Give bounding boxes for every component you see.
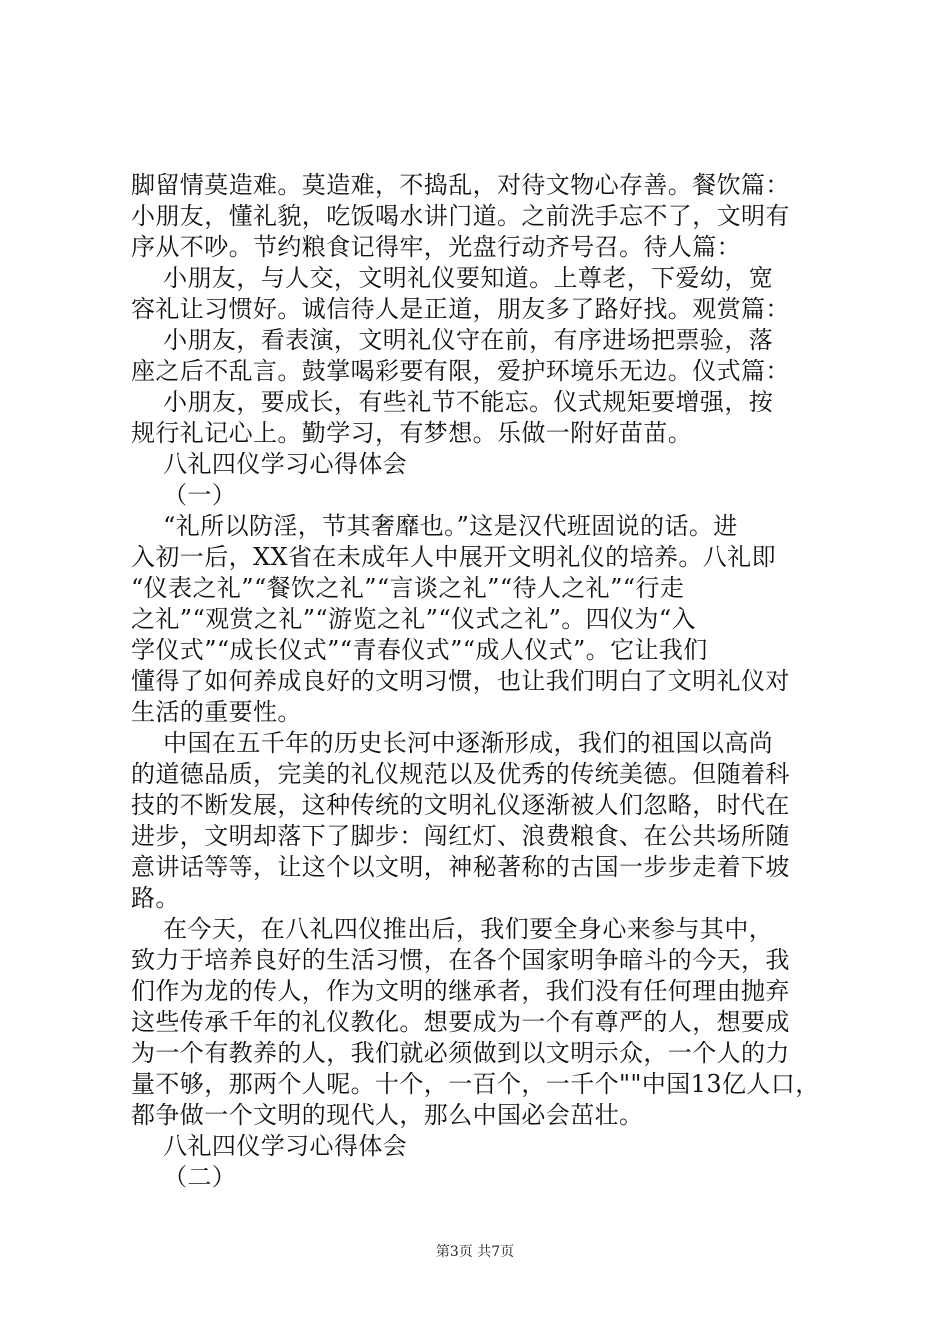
text-line: 小朋友，与人交，文明礼仪要知道。上尊老，下爱幼，宽 xyxy=(131,264,774,292)
text-line: 技的不断发展，这种传统的文明礼仪逐渐被人们忽略，时代在 xyxy=(131,791,790,819)
text-line: 中国在五千年的历史长河中逐渐形成，我们的祖国以高尚 xyxy=(131,729,774,757)
text-line: 学仪式”“成长仪式”“青春仪式”“成人仪式”。它让我们 xyxy=(131,636,708,664)
text-line: 这些传承千年的礼仪教化。想要成为一个有尊严的人，想要成 xyxy=(131,1008,790,1036)
page-number: 第3页 共7页 xyxy=(435,1244,515,1260)
text-line: 座之后不乱言。鼓掌喝彩要有限，爱护环境乐无边。仪式篇： xyxy=(131,357,790,385)
text-line: 们作为龙的传人，作为文明的继承者，我们没有任何理由抛弃 xyxy=(131,977,790,1005)
text-line: 的道德品质，完美的礼仪规范以及优秀的传统美德。但随着科 xyxy=(131,760,790,788)
section-heading: 八礼四仪学习心得体会 xyxy=(131,1132,408,1160)
text-line: 为一个有教养的人，我们就必须做到以文明示众，一个人的力 xyxy=(131,1039,790,1067)
text-line: 量不够，那两个人呢。十个，一百个，一千个""中国13亿人口， xyxy=(131,1070,820,1098)
text-line: 在今天，在八礼四仪推出后，我们要全身心来参与其中， xyxy=(131,915,774,943)
text-line: “仪表之礼”“餐饮之礼”“言谈之礼”“待人之礼”“行走 xyxy=(131,574,685,602)
text-line: 生活的重要性。 xyxy=(131,698,302,726)
text-line: 小朋友，懂礼貌，吃饭喝水讲门道。之前洗手忘不了，文明有 xyxy=(131,202,790,230)
text-line: 小朋友，要成长，有些礼节不能忘。仪式规矩要增强，按 xyxy=(131,388,774,416)
text-line: 都争做一个文明的现代人，那么中国必会茁壮。 xyxy=(131,1101,644,1129)
text-line: 脚留情莫造难。莫造难，不捣乱，对待文物心存善。餐饮篇： xyxy=(131,171,790,199)
section-heading: 八礼四仪学习心得体会 xyxy=(131,450,408,478)
section-number: （一） xyxy=(131,481,237,509)
text-line: 致力于培养良好的生活习惯，在各个国家明争暗斗的今天，我 xyxy=(131,946,790,974)
text-line: 入初一后，XX省在未成年人中展开文明礼仪的培养。八礼即 xyxy=(131,543,776,571)
text-line: 规行礼记心上。勤学习，有梦想。乐做一附好苗苗。 xyxy=(131,419,693,447)
text-line: 进步，文明却落下了脚步：闯红灯、浪费粮食、在公共场所随 xyxy=(131,822,790,850)
document-body xyxy=(131,170,831,1193)
text-line: 路。 xyxy=(131,884,180,912)
text-line: 之礼”“观赏之礼”“游览之礼”“仪式之礼”。四仪为“入 xyxy=(131,605,696,633)
text-line: 序从不吵。节约粮食记得牢，光盘行动齐号召。待人篇： xyxy=(131,233,741,261)
text-line: 容礼让习惯好。诚信待人是正道，朋友多了路好找。观赏篇： xyxy=(131,295,790,323)
text-line: 懂得了如何养成良好的文明习惯，也让我们明白了文明礼仪对 xyxy=(131,667,790,695)
text-line: 意讲话等等，让这个以文明，神秘著称的古国一步步走着下坡 xyxy=(131,853,790,881)
section-number: （二） xyxy=(131,1163,237,1191)
text-line: “礼所以防淫，节其奢靡也。”这是汉代班固说的话。进 xyxy=(131,512,738,540)
text-line: 小朋友，看表演，文明礼仪守在前，有序进场把票验，落 xyxy=(131,326,774,354)
